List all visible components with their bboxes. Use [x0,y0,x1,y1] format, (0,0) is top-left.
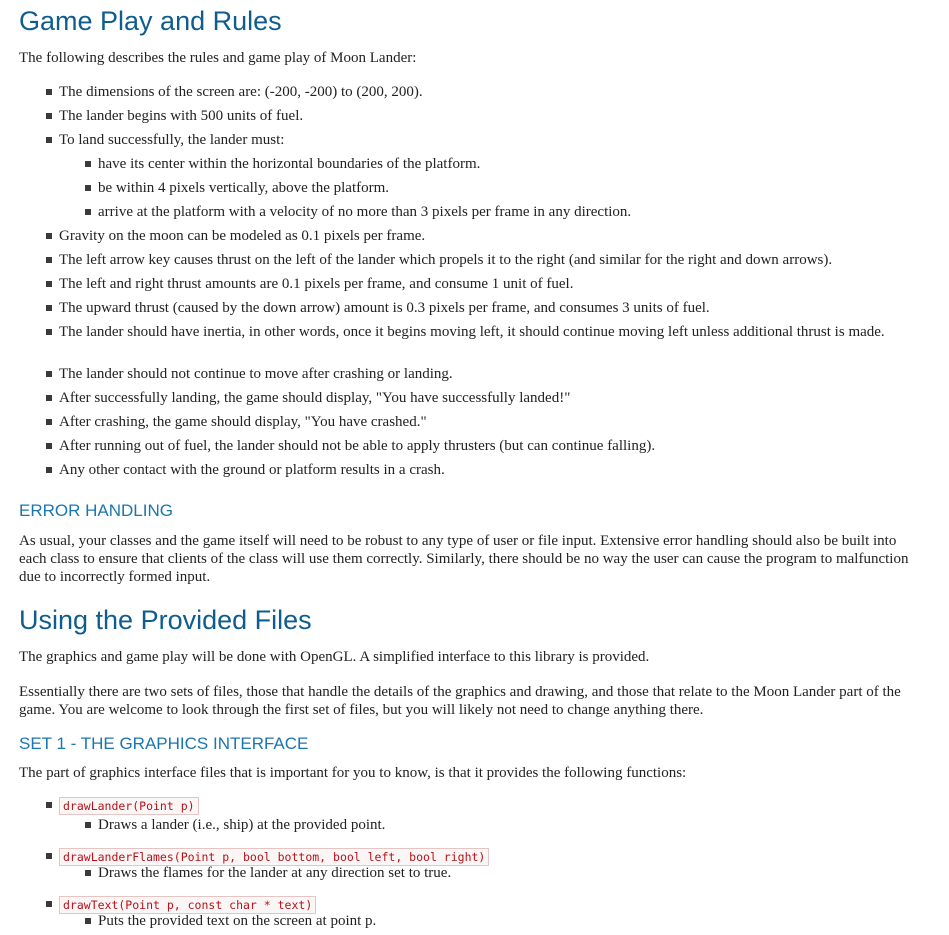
error-handling-paragraph: As usual, your classes and the game itself will need to be robust to any type of user or file input. Extensive error handling should also be built into each class to ensure that clients of the class will use them correctly. Similarly, there should be no way the user can cause the program to malfunction due to incorrectly formed input. [19,533,909,585]
list-item: The lander should have inertia, in other words, once it begins moving left, it should continue moving left unless additional thrust is made. [59,323,905,341]
function-description: Draws the flames for the lander at any direction set to true. [98,864,904,882]
bullet-icon [85,870,91,876]
bullet-icon [46,467,52,473]
list-item: After running out of fuel, the lander should not be able to apply thrusters (but can continue falling). [59,437,905,455]
bullet-icon [46,89,52,95]
heading-game-play-and-rules: Game Play and Rules [19,6,282,36]
bullet-icon [46,802,52,808]
bullet-icon [85,822,91,828]
list-item: After successfully landing, the game should display, "You have successfully landed!" [59,389,905,407]
function-signature-drawtext: drawText(Point p, const char * text) [59,896,316,914]
list-item: The left and right thrust amounts are 0.1 pixels per frame, and consume 1 unit of fuel. [59,275,905,293]
bullet-icon [46,305,52,311]
list-item: After crashing, the game should display, "You have crashed." [59,413,905,431]
bullet-icon [85,161,91,167]
sub-list-item: be within 4 pixels vertically, above the platform. [98,179,904,197]
bullet-icon [46,281,52,287]
bullet-icon [46,901,52,907]
bullet-icon [85,185,91,191]
bullet-icon [46,853,52,859]
list-item: The dimensions of the screen are: (-200, -200) to (200, 200). [59,83,905,101]
function-signature-drawlander: drawLander(Point p) [59,797,199,815]
bullet-icon [46,233,52,239]
bullet-icon [85,918,91,924]
list-item: Any other contact with the ground or platform results in a crash. [59,461,905,479]
heading-error-handling: ERROR HANDLING [19,501,173,520]
sub-list-item: have its center within the horizontal boundaries of the platform. [98,155,904,173]
bullet-icon [46,113,52,119]
bullet-icon [85,209,91,215]
bullet-icon [46,257,52,263]
bullet-icon [46,371,52,377]
intro-paragraph: The following describes the rules and game play of Moon Lander: [19,50,417,66]
list-item: To land successfully, the lander must: [59,131,905,149]
heading-set-1-graphics-interface: SET 1 - THE GRAPHICS INTERFACE [19,734,309,753]
bullet-icon [46,395,52,401]
bullet-icon [46,443,52,449]
sub-list-item: arrive at the platform with a velocity of no more than 3 pixels per frame in any direction. [98,203,904,221]
list-item: The left arrow key causes thrust on the left of the lander which propels it to the right (and similar for the right and down arrows). [59,251,905,269]
list-item: The upward thrust (caused by the down arrow) amount is 0.3 pixels per frame, and consumes 3 units of fuel. [59,299,905,317]
function-description: Puts the provided text on the screen at point p. [98,912,904,930]
bullet-icon [46,419,52,425]
set1-intro-paragraph: The part of graphics interface files that is important for you to know, is that it provides the following functions: [19,765,687,781]
files-paragraph-2: Essentially there are two sets of files, those that handle the details of the graphics and drawing, and those that relate to the Moon Lander part of the game. You are welcome to look through the first set of files, but you will likely not need to change anything there. [19,684,901,718]
list-item: The lander begins with 500 units of fuel. [59,107,905,125]
function-signature-drawlanderflames: drawLanderFlames(Point p, bool bottom, bool left, bool right) [59,848,489,866]
list-item: The lander should not continue to move after crashing or landing. [59,365,905,383]
heading-using-the-provided-files: Using the Provided Files [19,605,312,635]
files-paragraph-1: The graphics and game play will be done with OpenGL. A simplified interface to this library is provided. [19,649,650,665]
bullet-icon [46,137,52,143]
bullet-icon [46,329,52,335]
list-item: Gravity on the moon can be modeled as 0.1 pixels per frame. [59,227,905,245]
function-description: Draws a lander (i.e., ship) at the provided point. [98,816,904,834]
